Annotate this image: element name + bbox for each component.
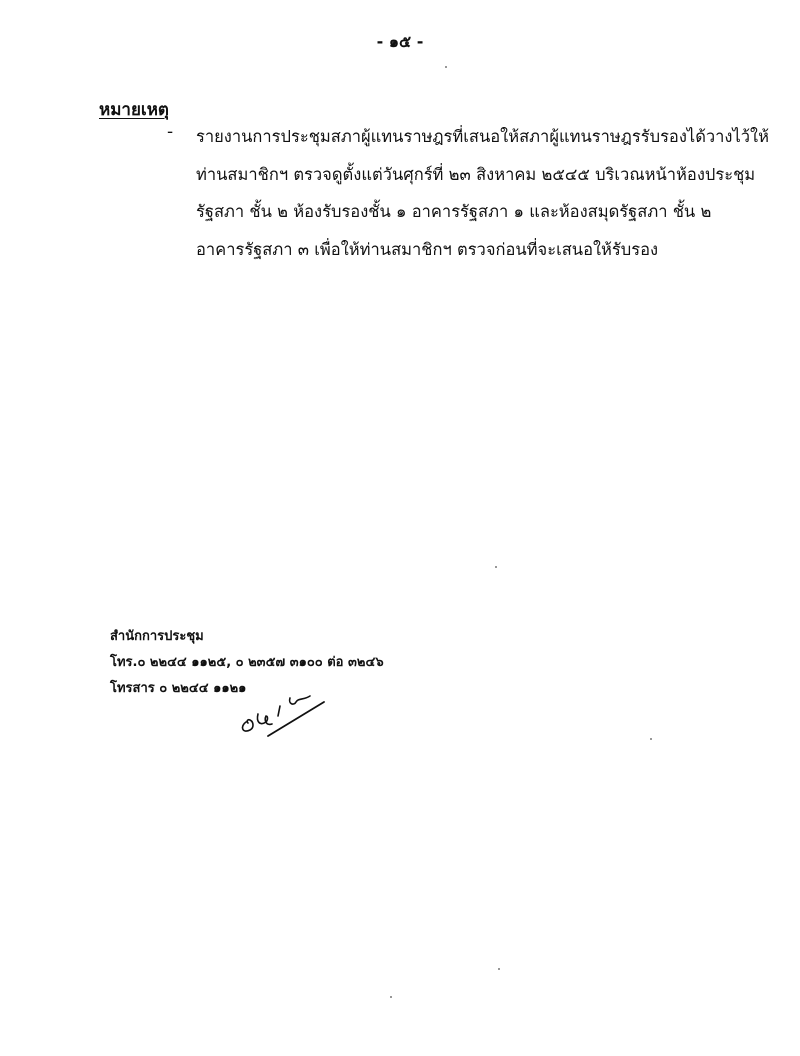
scan-speck	[390, 996, 392, 998]
office-name: สำนักการประชุม	[110, 629, 204, 644]
page-number: - ๑๕ -	[376, 32, 424, 51]
fax-line: โทรสาร ๐ ๒๒๔๔ ๑๑๒๑	[110, 681, 247, 696]
scan-speck	[498, 968, 500, 970]
note-heading: หมายเหตุ	[99, 100, 169, 120]
phone-line: โทร.๐ ๒๒๔๔ ๑๑๒๕, ๐ ๒๓๕๗ ๓๑๐๐ ต่อ ๓๒๔๖	[110, 655, 384, 670]
note-body	[196, 118, 769, 268]
note-line-3: รัฐสภา ชั้น ๒ ห้องรับรองชั้น ๑ อาคารรัฐสภา ๑ และห้องสมุดรัฐสภา ชั้น ๒	[196, 202, 712, 221]
scan-speck	[650, 738, 652, 740]
scan-speck	[445, 66, 447, 68]
handwritten-signature	[238, 688, 338, 744]
note-line-2: ท่านสมาชิกฯ ตรวจดูตั้งแต่วันศุกร์ที่ ๒๓ สิงหาคม ๒๕๔๕ บริเวณหน้าห้องประชุม	[196, 164, 756, 184]
note-line-1: รายงานการประชุมสภาผู้แทนราษฎรที่เสนอให้สภาผู้แทนราษฎรรับรองได้วางไว้ให้	[196, 127, 769, 146]
note-line-4: อาคารรัฐสภา ๓ เพื่อให้ท่านสมาชิกฯ ตรวจก่อนที่จะเสนอให้รับรอง	[196, 239, 659, 259]
scan-speck	[495, 566, 497, 568]
note-bullet: -	[167, 122, 174, 142]
